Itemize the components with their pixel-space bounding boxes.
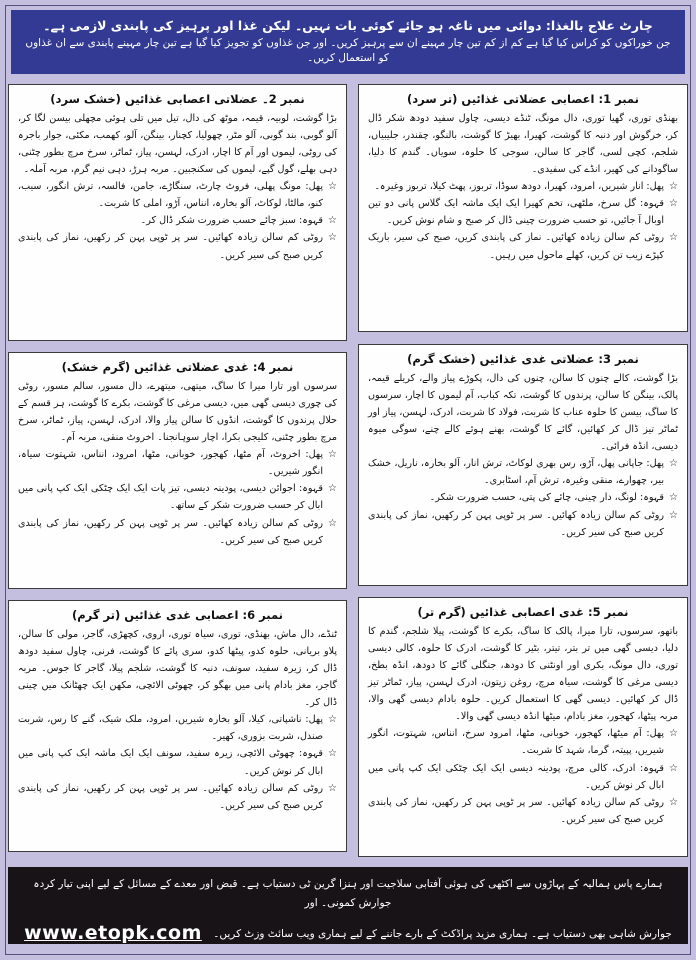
box-6-roti-text: روٹی کم سالن زیادہ کھائیں۔ سر پر ٹوپی پہن کر رکھیں، نماز کی پابندی کریں صبح کی سیر کریں۔ (18, 782, 323, 811)
box-5-fruit-text: پھل: آم میٹھا، کھجور، خوبانی، مٹھا، امرود سرخ، انناس، شہتوت، انگور شیریں، پپیتہ، گرما، شہد کا شربت۔ (368, 728, 664, 757)
box-1-qahwa-text: قہوہ: گل سرخ، ملٹھی، تخم کھیرا ایک ایک ماشہ ایک گلاس پانی دو تین اوبال آ جائیں، تو حسب ضرورت چینی ڈال کر صبح و شام نوش کریں۔ (368, 198, 664, 227)
box-4-roti-line (18, 515, 337, 549)
box-6-qahwa-text: قہوہ: چھوٹی الائچی، زیرہ سفید، سونف ایک ایک ماشہ ایک کپ پانی میں ابال کر نوش کریں۔ (18, 748, 323, 777)
box-6-food-list: ٹنڈے، دال ماش، بھنڈی، توری، سیاہ توری، اروی، کچھڑی، گاجر، مولی کا سالن، پلاو بریانی، حلوہ کدو، پیٹھا کدو، سری پائے کا گوشت، فرنی، چاول سفید دودھ ڈال کر، زیرہ سفید، سونف، دنبہ کا گوشت، شلجم پیلا، گاجر کا جوس۔ مربہ گاجر، مغز بادام پانی میں بھگو کر، چھوٹی الائچی، مکھن ایک چھٹانک میں چینی ڈال کر۔ (18, 629, 337, 709)
box-4-food-list: سرسوں اور تارا میرا کا ساگ، میتھی، میتھرے، دال مسور، سالم مسور، روٹی کی چوری دیسی گھی میں، دیسی مرغی کا گوشت، بکرے کا گوشت، ہر قسم کے حلال پرندوں کا گوشت، انڈوں کا سالن پیاز والا، ادرک، لہسن، پیاز، ٹماٹر، سرخ مرچ بطور چٹنی، کلیجی بکرا، اچار سوہانجنا۔ اخروٹ منقی، مربہ آم۔ (18, 381, 337, 444)
food-box-2 (8, 84, 347, 341)
food-box-1 (358, 84, 688, 332)
box-3-roti-line (368, 507, 678, 541)
food-box-5 (358, 597, 688, 857)
website-link[interactable]: www.etopk.com (24, 921, 202, 944)
box-1-title: نمبر 1: اعصابی عضلاتی غذائیں (تر سرد) (407, 92, 639, 106)
box-4-qahwa-line (18, 480, 337, 514)
star-icon: ☆ (669, 181, 678, 193)
box-4-fruit-text: پھل: اخروٹ، آم مٹھا، کھجور، خوبانی، مٹھا، امرود، انناس، شہتوت سیاہ، انگور شیریں۔ (18, 449, 323, 478)
food-box-3 (358, 344, 688, 586)
box-2-roti-line (18, 229, 337, 263)
footer-line2 (22, 913, 674, 955)
star-icon: ☆ (669, 458, 678, 470)
food-box-6 (8, 600, 347, 852)
box-2-qahwa-text: قہوہ: سبز چائے حسب ضرورت شکر ڈال کر۔ (140, 215, 323, 227)
box-6-fruit-text: پھل: ناشپاتی، کیلا، آلو بخارہ شیریں، امرود، ملک شیک، گنے کا رس، شربت صندل، شربت بزوری، کھیر۔ (18, 714, 323, 743)
star-icon: ☆ (328, 782, 337, 794)
star-icon: ☆ (669, 728, 678, 740)
box-5-food-list: باتھو، سرسوں، تارا میرا، پالک کا ساگ، بکرے کا گوشت، پیلا شلجم، گندم کا دلیا، دیسی گھی میں تر بتر، تیتر، بٹیر کا گوشت، ادرک کا حلوہ، کالی دیسی توری، دال مونگ، بکری اور اونٹنی کا دودھ، جنگلی گائے کا دودھ، انڈہ بطخ، دیسی مرغی کا گوشت، سیاہ مرچ، روغن زیتون، ادرک لہسن، پیاز، ٹماٹر تیز ڈال کر کھائیں۔ دیسی گھی کا استعمال کریں۔ حلوہ بادام دیسی گھی والا، مربہ پیٹھا، کھجور، مغز بادام، میٹھا انڈہ دیسی گھی والا۔ (368, 626, 678, 723)
star-icon: ☆ (669, 492, 678, 504)
box-2-qahwa-line (18, 212, 337, 229)
header-title-line: چارٹ علاج بالغذا: دوائی میں ناغہ ہو جائے کوئی بات نہیں۔ لیکن غذا اور پرہیز کی پابندی لازمی ہے۔ (43, 17, 653, 33)
box-3-qahwa-text: قہوہ: لونگ، دار چینی، چائے کی پتی، حسب ضرورت شکر۔ (429, 492, 664, 504)
star-icon: ☆ (669, 509, 678, 521)
box-3-title: نمبر 3: عضلاتی غدی غذائیں (خشک گرم) (407, 352, 639, 366)
star-icon: ☆ (669, 232, 678, 244)
box-4-roti-text: روٹی کم سالن زیادہ کھائیں۔ سر پر ٹوپی پہن کر رکھیں، نماز کی پابندی کریں صبح کی سیر کریں۔ (18, 517, 323, 546)
box-5-qahwa-line (368, 760, 678, 794)
star-icon: ☆ (328, 483, 337, 495)
box-2-fruit-text: پھل: مونگ پھلی، فروٹ چارٹ، سنگاڑے، جامن، فالسہ، ترش انگور، سیب، کنو، مالٹا، لوکاٹ، آلو بخارہ، انناس، آڑو، املی کا شربت۔ (18, 181, 323, 210)
box-4-title: نمبر 4: غدی عضلاتی غذائیں (گرم خشک) (61, 360, 294, 374)
star-icon: ☆ (328, 181, 337, 193)
food-box-4 (8, 352, 347, 589)
box-1-fruit-text: پھل: انار شیریں، امرود، کھیرا، دودھ سوڈا، تربوز، پھٹ کیلا، تربوز وغیرہ۔ (374, 181, 664, 193)
star-icon: ☆ (328, 215, 337, 227)
box-5-fruit-line (368, 725, 678, 759)
box-1-roti-line (368, 229, 678, 263)
box-3-fruit-line (368, 455, 678, 489)
box-5-title: نمبر 5: غدی اعصابی غذائیں (گرم تر) (417, 605, 629, 619)
box-3-fruit-text: پھل: جاپانی پھل، آڑو، رس بھری لوکاٹ، ترش انار، آلو بخارہ، ناریل، خشک بیر، چھوارے، منقی وغیرہ، ترش آم، اسٹابری۔ (368, 458, 664, 487)
box-6-fruit-line (18, 711, 337, 745)
box-1-fruit-line (368, 178, 678, 195)
box-6-roti-line (18, 780, 337, 814)
star-icon: ☆ (328, 714, 337, 726)
star-icon: ☆ (328, 748, 337, 760)
star-icon: ☆ (669, 198, 678, 210)
footer-line2-text: جوارش شاہی بھی دستیاب ہے۔ ہماری مزید پراڈکٹ کے بارے جاننے کے لیے ہماری ویب سائٹ وزٹ کریں۔ (213, 927, 672, 940)
star-icon: ☆ (328, 449, 337, 461)
star-icon: ☆ (669, 796, 678, 808)
box-6-title: نمبر 6: اعصابی غدی غذائیں (تر گرم) (71, 608, 284, 622)
box-2-title: نمبر 2۔ عضلاتی اعصابی غذائیں (خشک سرد) (50, 92, 305, 106)
header-instruction-line: جن خوراکوں کو کراس کیا گیا ہے کم از کم تین چار مہینے ان سے پرہیز کریں۔ اور جن غذاوں کو تجویز کیا گیا ہے تین چار مہینے پابندی سے ان غذاوں کو استعمال کریں۔ (25, 36, 671, 65)
box-4-fruit-line (18, 446, 337, 480)
star-icon: ☆ (328, 232, 337, 244)
chart-header (11, 10, 685, 74)
box-5-roti-text: روٹی کم سالن زیادہ کھائیں۔ سر پر ٹوپی پہن کر رکھیں، نماز کی پابندی کریں صبح کی سیر کریں۔ (368, 796, 664, 825)
box-3-roti-text: روٹی کم سالن زیادہ کھائیں۔ سر پر ٹوپی پہن کر رکھیں، نماز کی پابندی کریں صبح کی سیر کریں۔ (368, 509, 664, 538)
promo-footer (8, 867, 688, 944)
star-icon: ☆ (328, 517, 337, 529)
box-1-roti-text: روٹی کم سالن زیادہ کھائیں۔ نماز کی پابندی کریں، صبح کی سیر، باریک کپڑے زیب تن کریں، کھلے ماحول میں رہیں۔ (368, 232, 664, 261)
box-1-food-list: بھنڈی توری، گھیا توری، دال مونگ، ٹنڈے دیسی، چاول سفید دودھ شکر ڈال کر، خرگوش اور دنبہ کا گوشت، کھیرا، بھیڑ کا گوشت، بالنگو، چقندر، جلیبیاں، شلجم، کچی لسی، گاجر کا سالن، سوجی کا حلوہ، سویاں۔ گندم کا دلیا، ساگودانے کی کھیر، انڈے کی سفیدی۔ (368, 113, 678, 176)
box-4-qahwa-text: قہوہ: اجوائن دیسی، پودینہ دیسی، تیز پات ایک ایک چٹکی ایک کپ پانی میں ابال کر حسب ضرورت شکر کے ساتھ۔ (18, 483, 323, 512)
box-3-food-list: بڑا گوشت، کالے چنوں کا سالن، چنوں کی دال، پکوڑے پیاز والے، کریلے قیمہ، پالک، بینگن کا سالن، پرندوں کا گوشت، تکہ کباب، آم لیموں کا اچار، سرسوں کا ساگ، بیسن کا حلوہ عناب کا شربت، فولاد کا شربت، ادرک، لہسن، پیاز اور ٹماٹر تیز ڈال کر کھائیں، گائے کا گوشت، بھنے ہوئے کالے چنے، سوگی میوہ دیسی، انڈہ فرائی۔ (368, 373, 678, 453)
box-2-fruit-line (18, 178, 337, 212)
footer-line1: ہمارے پاس ہمالیہ کے پہاڑوں سے اکٹھی کی ہوئی آفتابی سلاجیت اور ہنزا گرین ٹی دستیاب ہے۔ قبض اور معدے کے مسائل کے لیے اپنی تیار کردہ جوارش کمونی۔ اور (33, 878, 663, 909)
box-2-food-list: بڑا گوشت، لوبیہ، قیمہ، موٹھ کی دال، تیل میں تلی ہوئی مچھلی بیسن لگا کر، آلو گوبی، بند گوبی، آلو مٹر، چھولیا، کچنار، بینگن، آلو، کھمب، مکئی، جوار باجرہ کی روٹی، لیموں اور آم کا اچار، ادرک، لہسن، پیاز، ٹماٹر، سرخ مرچ بطور چٹنی، دہی بھلے، گول گپے، لیموں کی سکنجبین۔ مربہ ہرڑ، دہی نیم گرم، مربہ آملہ۔ (18, 113, 337, 176)
box-5-qahwa-text: قہوہ: ادرک، کالی مرچ، پودینہ دیسی ایک ایک چٹکی ایک کپ پانی میں ابال کر نوش کریں۔ (368, 762, 664, 791)
box-3-qahwa-line (368, 489, 678, 506)
box-2-roti-text: روٹی کم سالن زیادہ کھائیں۔ سر پر ٹوپی پہن کر رکھیں، نماز کی پابندی کریں صبح کی سیر کریں۔ (18, 232, 323, 261)
box-5-roti-line (368, 794, 678, 828)
box-6-qahwa-line (18, 745, 337, 779)
star-icon: ☆ (669, 762, 678, 774)
box-1-qahwa-line (368, 195, 678, 229)
